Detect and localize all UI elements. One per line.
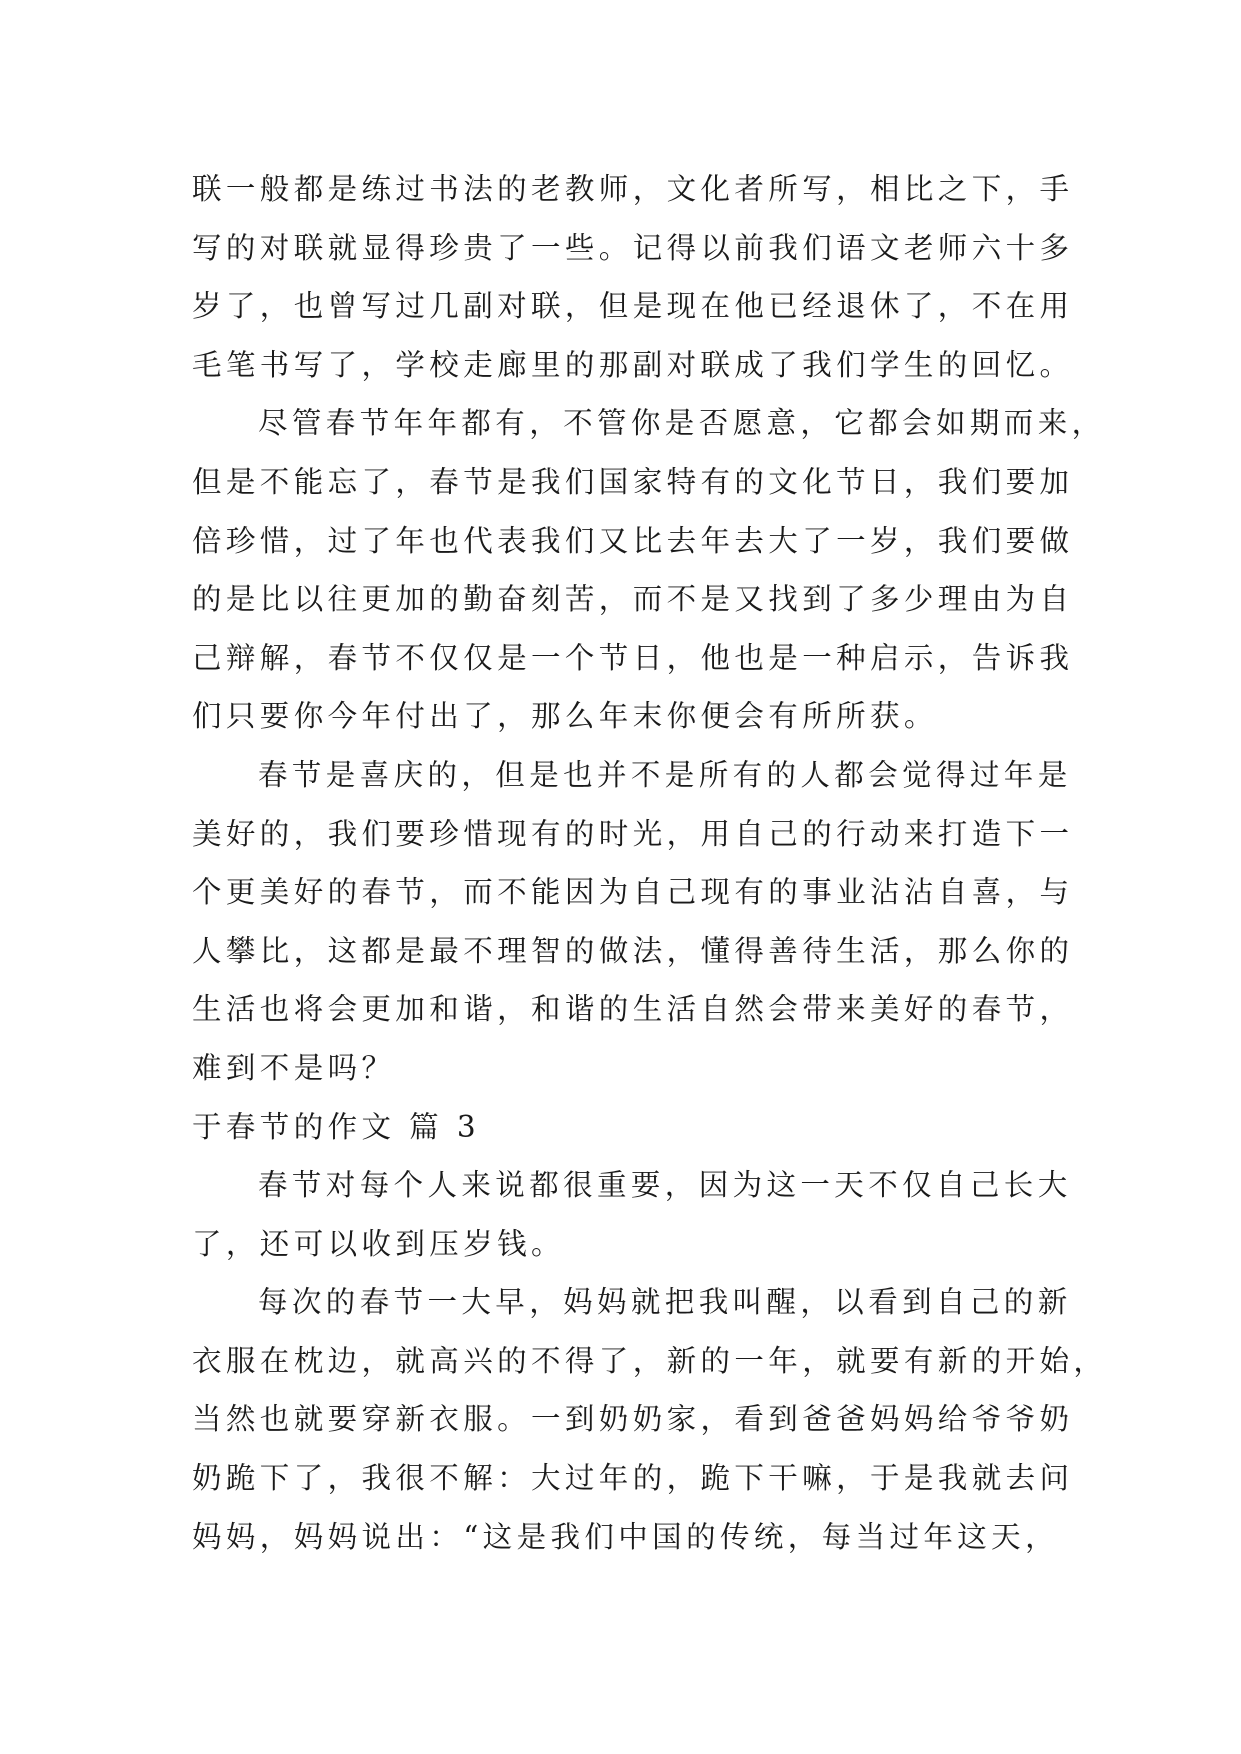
text-line: 岁了，也曾写过几副对联，但是现在他已经退休了，不在用 xyxy=(192,289,1074,324)
text-line: 但是不能忘了，春节是我们国家特有的文化节日，我们要加 xyxy=(192,464,1074,499)
text-line: 春节对每个人来说都很重要，因为这一天不仅自己长大 xyxy=(258,1168,1072,1203)
text-line: 个更美好的春节，而不能因为自己现有的事业沾沾自喜，与 xyxy=(192,875,1074,910)
text-line: 人攀比，这都是最不理智的做法，懂得善待生活，那么你的 xyxy=(192,933,1074,968)
text-line: 尽管春节年年都有，不管你是否愿意，它都会如期而来， xyxy=(258,406,1106,441)
text-line: 美好的，我们要珍惜现有的时光，用自己的行动来打造下一 xyxy=(192,816,1074,851)
text-line: 当然也就要穿新衣服。一到奶奶家，看到爸爸妈妈给爷爷奶 xyxy=(192,1402,1074,1437)
text-line: 毛笔书写了，学校走廊里的那副对联成了我们学生的回忆。 xyxy=(192,347,1074,382)
text-line: 了，还可以收到压岁钱。 xyxy=(192,1226,565,1261)
text-line: 难到不是吗？ xyxy=(192,1050,396,1085)
section-heading: 于春节的作文 篇 3 xyxy=(192,1109,481,1144)
text-line: 妈妈，妈妈说出：“这是我们中国的传统，每当过年这天， xyxy=(192,1519,1059,1554)
text-line: 的是比以往更加的勤奋刻苦，而不是又找到了多少理由为自 xyxy=(192,582,1074,617)
text-line: 们只要你今年付出了，那么年末你便会有所所获。 xyxy=(192,699,938,734)
text-line: 奶跪下了，我很不解：大过年的，跪下干嘛，于是我就去问 xyxy=(192,1461,1074,1496)
text-line: 联一般都是练过书法的老教师，文化者所写，相比之下，手 xyxy=(192,172,1074,206)
text-line: 己辩解，春节不仅仅是一个节日，他也是一种启示，告诉我 xyxy=(192,640,1074,675)
text-line: 春节是喜庆的，但是也并不是所有的人都会觉得过年是 xyxy=(258,757,1072,792)
text-line: 每次的春节一大早，妈妈就把我叫醒，以看到自己的新 xyxy=(258,1285,1072,1320)
text-line: 倍珍惜，过了年也代表我们又比去年去大了一岁，我们要做 xyxy=(192,523,1074,558)
text-line: 写的对联就显得珍贵了一些。记得以前我们语文老师六十多 xyxy=(192,230,1074,265)
text-line: 衣服在枕边，就高兴的不得了，新的一年，就要有新的开始， xyxy=(192,1343,1108,1378)
text-line: 生活也将会更加和谐，和谐的生活自然会带来美好的春节， xyxy=(192,992,1074,1027)
document-body xyxy=(192,160,1108,1566)
